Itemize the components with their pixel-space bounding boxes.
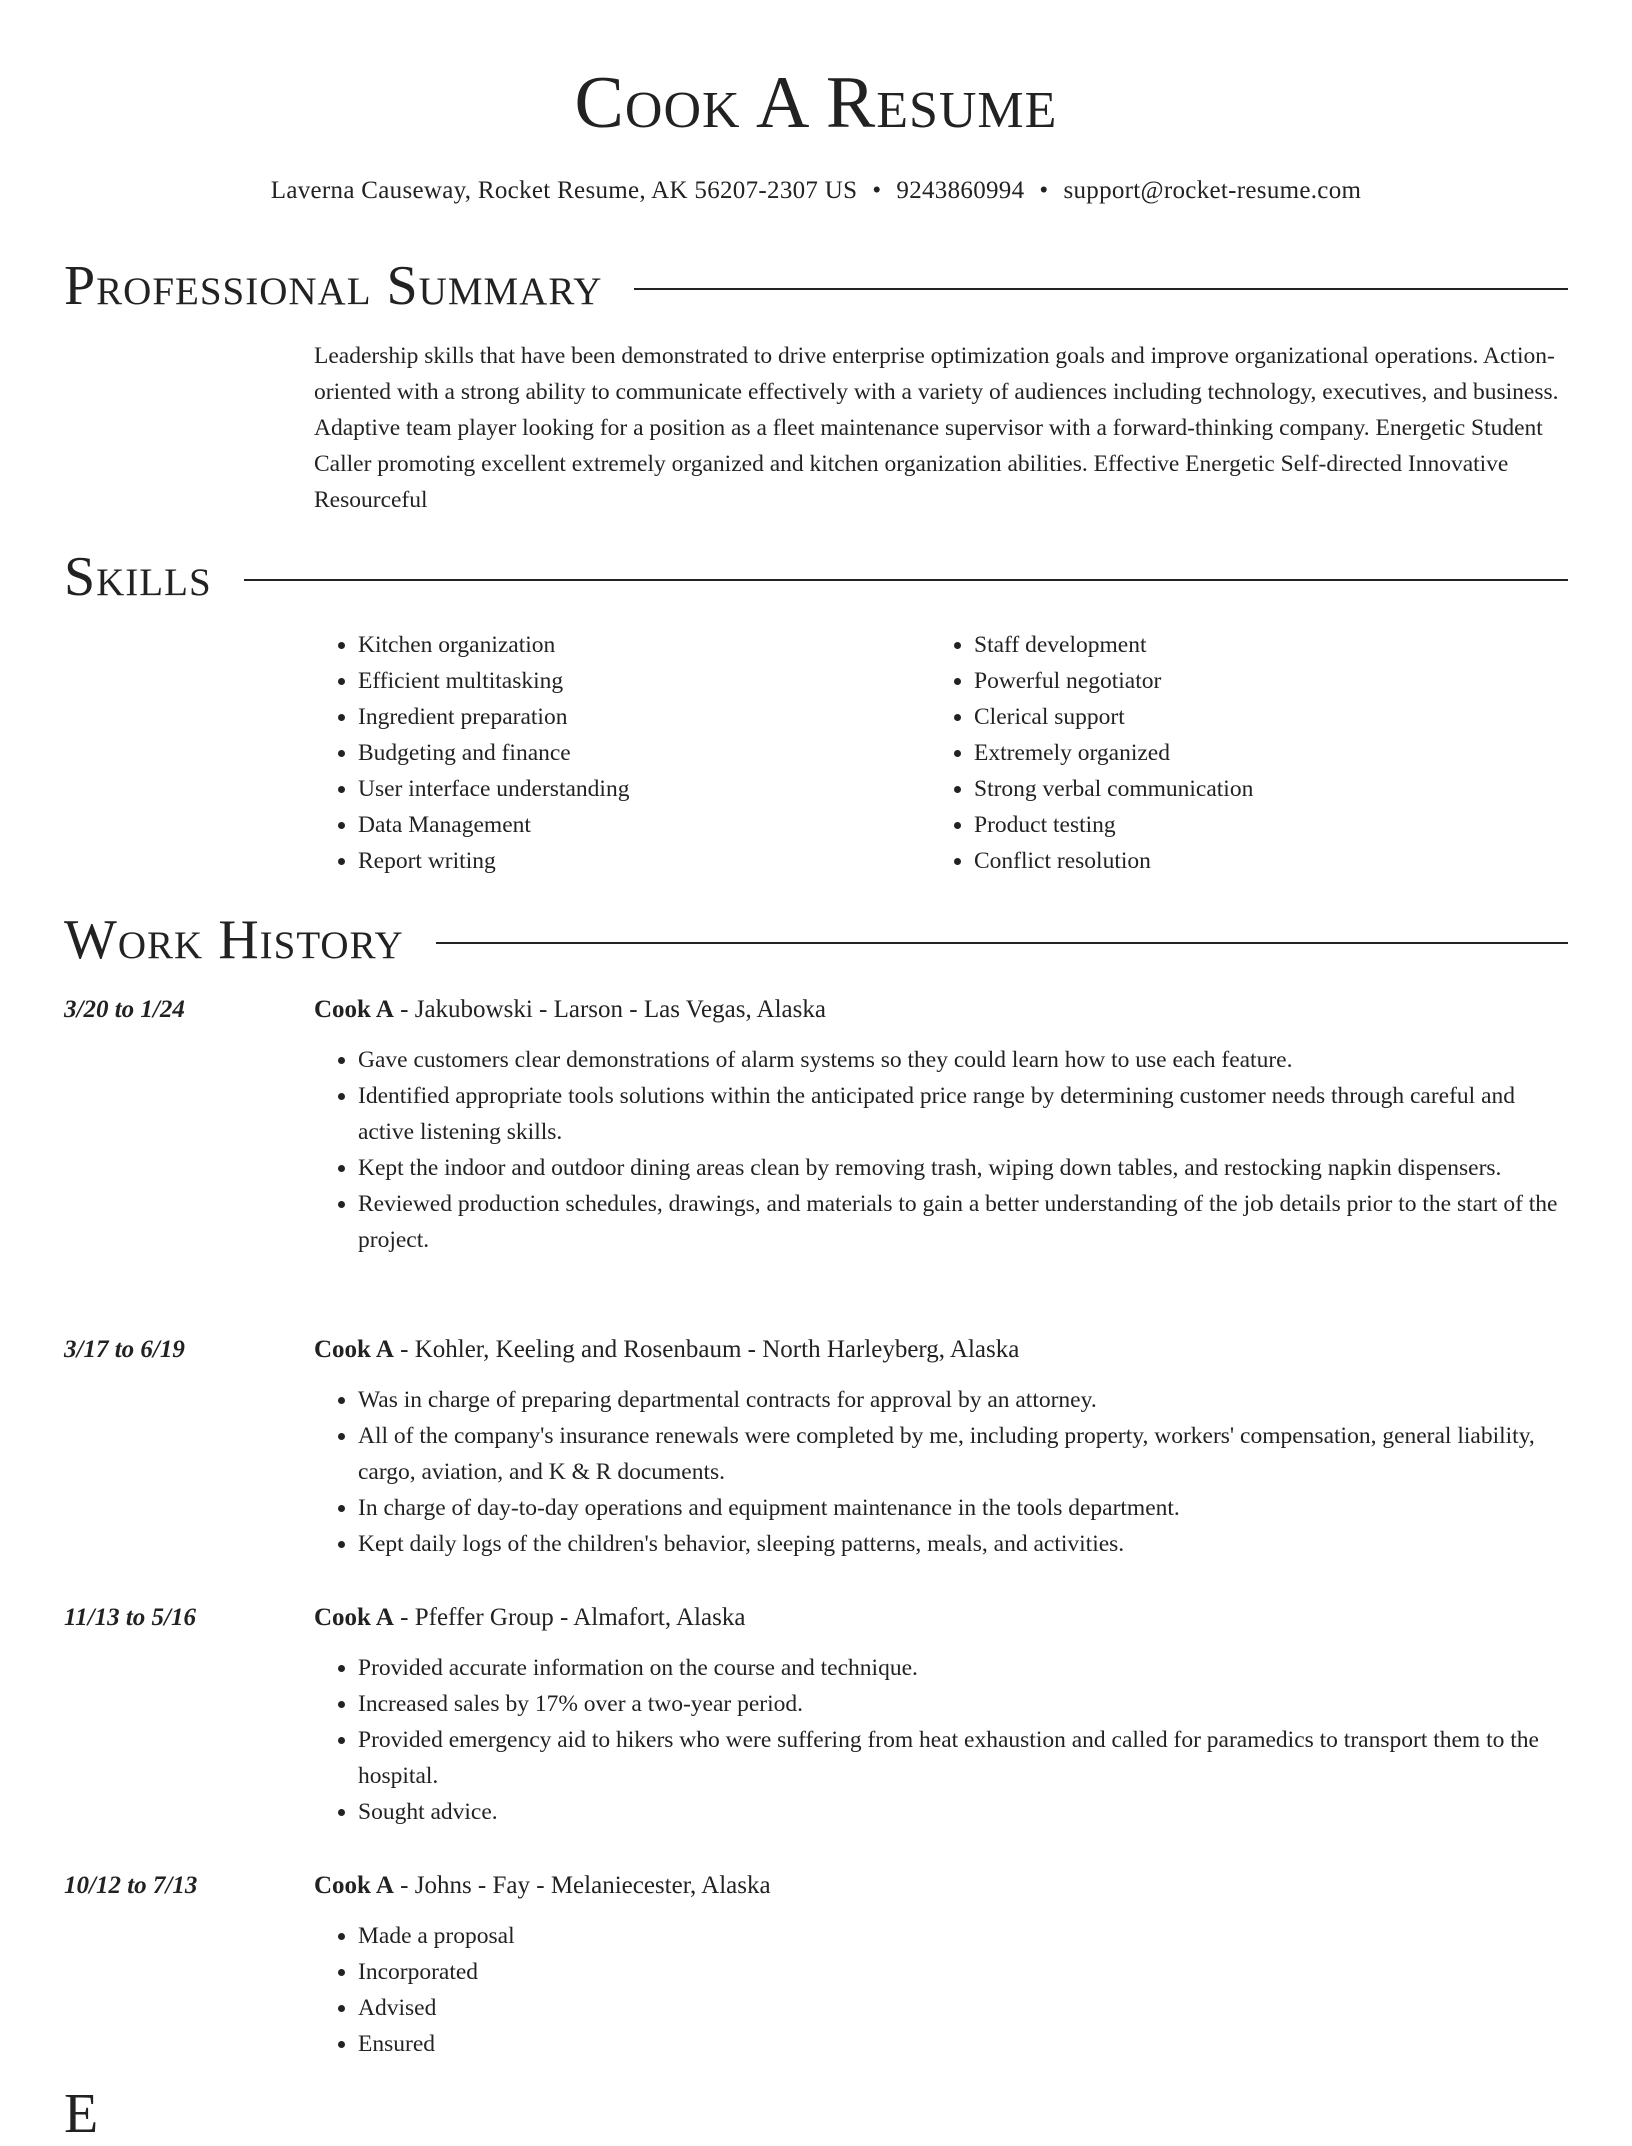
skill-item: • Strong verbal communication [974,771,1546,807]
job-bullet: • Incorporated [358,1954,1568,1990]
job-bullets [314,1382,1568,1562]
job-bullet: • Increased sales by 17% over a two-year period. [358,1686,1568,1722]
contact-email: support@rocket-resume.com [1063,177,1362,204]
skills-heading: Skills [64,546,212,608]
skills-section-header [64,545,1568,609]
section-divider [244,579,1568,581]
section-divider [436,942,1568,944]
next-section-heading: E [64,2083,99,2145]
resume-name: Cook A Resume [574,62,1058,144]
job-bullet: • Kept daily logs of the children's behavior, sleeping patterns, meals, and activities. [358,1526,1568,1562]
skill-item: • Clerical support [974,699,1546,735]
skill-item: • Report writing [358,843,930,879]
skill-item: • Conflict resolution [974,843,1546,879]
job-bullet: • Sought advice. [358,1794,1568,1830]
job-dates: 10/12 to 7/13 [64,1872,198,1899]
job-bullet: • Identified appropriate tools solutions within the anticipated price range by determining customer needs through careful and active listening skills. [358,1078,1568,1150]
job-bullets [314,1650,1568,1830]
summary-heading: Professional Summary [64,255,603,317]
work-heading: Work History [64,909,404,971]
contact-separator: • [872,177,882,204]
skill-item: • Ingredient preparation [358,699,930,735]
skill-item: • Powerful negotiator [974,663,1546,699]
job-role: Cook A [314,1336,394,1363]
job-title-line [314,1332,1019,1368]
summary-text: Leadership skills that have been demonstrated to drive enterprise optimization goals and improve organizational operations. Action-oriented with a strong ability to communicate effectively with a variety of audiences including technology, executives, and business. Adaptive team player looking for a position as a fleet maintenance supervisor with a forward-thinking company. Energetic Student Caller promoting excellent extremely organized and kitchen organization abilities. Effective Energetic Self-directed Innovative Resourceful [314,343,1559,513]
job-bullet: • Kept the indoor and outdoor dining areas clean by removing trash, wiping down tables, and restocking napkin dispensers. [358,1150,1568,1186]
skills-column-left [314,627,930,879]
job-employer: - Pfeffer Group - Almafort, Alaska [393,1604,746,1631]
skills-list [314,627,1568,879]
job-dates: 3/20 to 1/24 [64,996,185,1023]
skills-column-right [930,627,1546,879]
job-bullet: • Advised [358,1990,1568,2026]
job-employer: - Kohler, Keeling and Rosenbaum - North Harleyberg, Alaska [393,1336,1020,1363]
job-bullet: • Provided emergency aid to hikers who were suffering from heat exhaustion and called for paramedics to transport them to the hospital. [358,1722,1568,1794]
job-role: Cook A [314,1604,394,1631]
job-bullets [314,1918,1568,2062]
job-title-line [314,992,826,1028]
skill-item: • Extremely organized [974,735,1546,771]
job-bullet: • In charge of day-to-day operations and equipment maintenance in the tools department. [358,1490,1568,1526]
job-bullet: • All of the company's insurance renewals were completed by me, including property, workers' compensation, general liability, cargo, aviation, and K & R documents. [358,1418,1568,1490]
skill-item: • Kitchen organization [358,627,930,663]
job-bullet: • Gave customers clear demonstrations of alarm systems so they could learn how to use each feature. [358,1042,1568,1078]
job-bullet: • Ensured [358,2026,1568,2062]
work-section-header [64,908,1568,972]
job-bullet: • Made a proposal [358,1918,1568,1954]
skill-item: • Data Management [358,807,930,843]
job-role: Cook A [314,996,394,1023]
summary-section-header [64,254,1568,318]
job-bullet: • Was in charge of preparing departmental contracts for approval by an attorney. [358,1382,1568,1418]
contact-phone: 9243860994 [896,177,1025,204]
skill-item: • Staff development [974,627,1546,663]
skill-item: • User interface understanding [358,771,930,807]
job-dates: 11/13 to 5/16 [64,1604,196,1631]
job-employer: - Johns - Fay - Melaniecester, Alaska [393,1872,771,1899]
job-role: Cook A [314,1872,394,1899]
skill-item: • Budgeting and finance [358,735,930,771]
job-bullet: • Provided accurate information on the course and technique. [358,1650,1568,1686]
job-employer: - Jakubowski - Larson - Las Vegas, Alaska [393,996,826,1023]
job-bullets [314,1042,1568,1258]
job-title-line [314,1868,771,1904]
skill-item: • Product testing [974,807,1546,843]
section-divider [634,288,1568,290]
skill-item: • Efficient multitasking [358,663,930,699]
contact-separator: • [1039,177,1049,204]
contact-address: Laverna Causeway, Rocket Resume, AK 56207-2307 US [270,177,858,204]
contact-line [0,174,1632,208]
job-title-line [314,1600,745,1636]
job-dates: 3/17 to 6/19 [64,1336,185,1363]
job-bullet: • Reviewed production schedules, drawings, and materials to gain a better understanding of the job details prior to the start of the project. [358,1186,1568,1258]
